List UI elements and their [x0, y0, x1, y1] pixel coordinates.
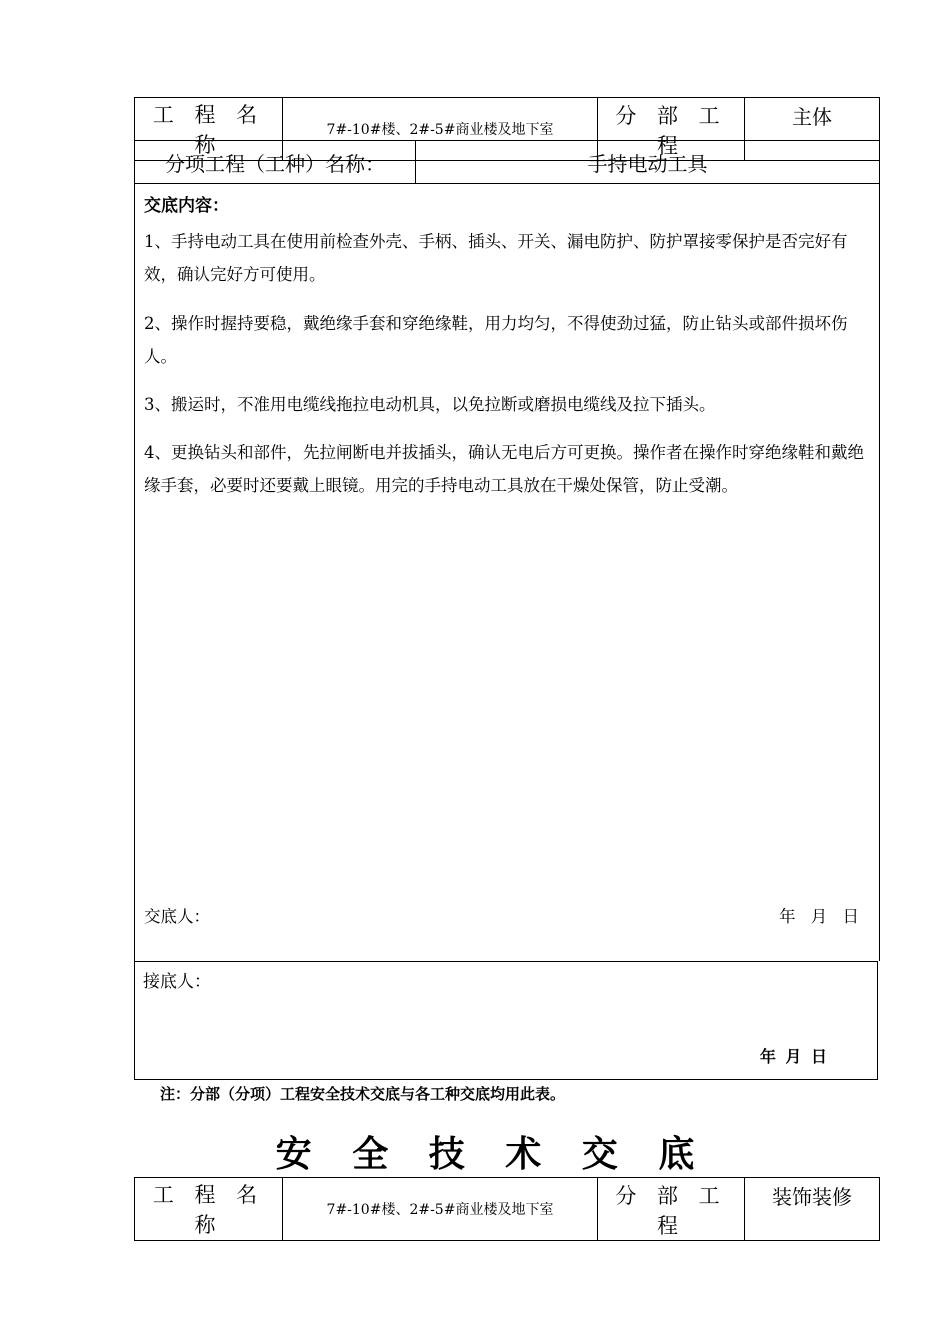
- project-name-value: 7#-10#楼、2#-5#商业楼及地下室: [283, 98, 598, 161]
- content-title: 交底内容：: [144, 196, 229, 216]
- project-name-value-2: 7#-10#楼、2#-5#商业楼及地下室: [283, 1178, 598, 1241]
- receiver-label: 接底人：: [143, 972, 211, 992]
- table-note: 注：分部（分项）工程安全技术交底与各工种交底均用此表。: [160, 1085, 566, 1103]
- receiver-box: [134, 961, 878, 1080]
- project-name-label: 工 程 名 称: [135, 98, 283, 161]
- division-label-2: 分 部 工 程: [598, 1178, 745, 1241]
- division-value: 主体: [745, 98, 880, 161]
- division-value-2: 装饰装修: [745, 1178, 880, 1241]
- signer-label: 交底人：: [144, 907, 210, 926]
- receiver-date: 年 月 日: [759, 1047, 827, 1066]
- project-name-label-2: 工 程 名 称: [135, 1178, 283, 1241]
- document-title: 安 全 技 术 交 底: [275, 1133, 709, 1175]
- subitem-value: 手持电动工具: [416, 141, 880, 184]
- signer-date: 年 月 日: [779, 907, 859, 926]
- content-paragraph-1: 1、手持电动工具在使用前检查外壳、手柄、插头、开关、漏电防护、防护罩接零保护是否完好有效，确认完好方可使用。: [144, 232, 848, 284]
- content-paragraph-4: 4、更换钻头和部件，先拉闸断电并拔插头，确认无电后方可更换。操作者在操作时穿绝缘鞋和戴绝缘手套，必要时还要戴上眼镜。用完的手持电动工具放在干燥处保管，防止受潮。: [144, 443, 864, 495]
- header-table-2: [134, 1177, 880, 1241]
- disclosure-content: [134, 183, 880, 961]
- division-label: 分 部 工 程: [598, 98, 745, 161]
- subitem-label: 分项工程（工种）名称：: [135, 141, 416, 184]
- subitem-table: [134, 140, 880, 184]
- content-paragraph-2: 2、操作时握持要稳，戴绝缘手套和穿绝缘鞋，用力均匀，不得使劲过猛，防止钻头或部件损坏伤人。: [144, 314, 848, 366]
- content-paragraph-3: 3、搬运时，不准用电缆线拖拉电动机具，以免拉断或磨损电缆线及拉下插头。: [144, 395, 716, 414]
